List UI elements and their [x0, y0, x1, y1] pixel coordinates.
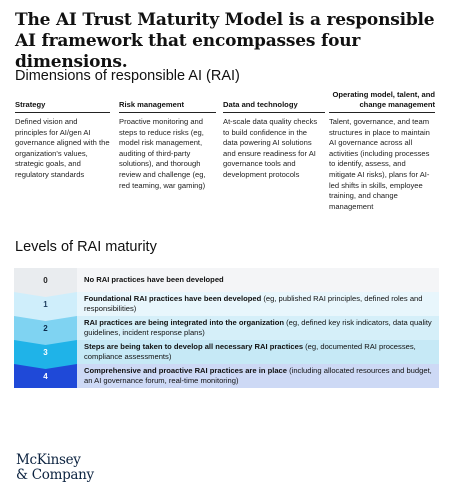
- level-number-block: 2: [14, 316, 77, 340]
- dimension-name: Risk management: [119, 100, 184, 109]
- level-description: [84, 318, 434, 338]
- dimension-description: Defined vision and principles for AI/gen AI governance aligned with the organization's values, strategic goals, and regulatory standards: [15, 117, 110, 179]
- level-detail: (eg, defined key risk indicators, data quality guidelines, incident response plans): [84, 318, 432, 337]
- level-title: RAI practices are being integrated into the organization: [84, 318, 284, 327]
- level-detail: (eg, published RAI principles, defined roles and responsibilities): [84, 294, 423, 313]
- logo-line-2: & Company: [16, 467, 94, 483]
- divider: [15, 112, 110, 113]
- maturity-level-4: [14, 364, 439, 388]
- divider: [119, 112, 216, 113]
- mckinsey-logo: [16, 453, 94, 483]
- dimension-name: Operating model, talent, and change management: [332, 90, 435, 109]
- divider: [329, 112, 435, 113]
- maturity-level-3: [14, 340, 439, 364]
- page-title: The AI Trust Maturity Model is a responsible AI framework that encompasses four dimensions.: [15, 10, 435, 72]
- level-number-block: 4: [14, 364, 77, 388]
- levels-heading: Levels of RAI maturity: [15, 239, 157, 255]
- level-number-block: 0: [14, 268, 77, 292]
- maturity-level-2: [14, 316, 439, 340]
- level-description: [84, 342, 434, 362]
- level-title: No RAI practices have been developed: [84, 275, 224, 284]
- level-title: Comprehensive and proactive RAI practices are in place: [84, 366, 287, 375]
- level-title: Steps are being taken to develop all necessary RAI practices: [84, 342, 304, 351]
- dimension-description: Proactive monitoring and steps to reduce risks (eg, model risk management, auditing of third-party solutions), and thorough review and challenge (eg, red teaming, war gaming): [119, 117, 206, 190]
- maturity-level-1: [14, 292, 439, 316]
- dimension-description: At-scale data quality checks to build confidence in the data powering AI solutions and ensure readiness for AI governance tools and development protocols: [223, 117, 318, 179]
- dimensions-heading: Dimensions of responsible AI (RAI): [15, 68, 240, 84]
- level-detail: (including allocated resources and budget, an AI governance forum, real-time monitoring): [84, 366, 432, 385]
- maturity-level-0: [14, 268, 439, 292]
- level-description: [84, 294, 434, 314]
- dimension-name: Strategy: [15, 100, 46, 109]
- level-description: [84, 275, 434, 285]
- level-title: Foundational RAI practices have been developed: [84, 294, 262, 303]
- level-number-block: 1: [14, 292, 77, 316]
- level-detail: (eg, documented RAI processes, compliance assessments): [84, 342, 416, 361]
- divider: [223, 112, 325, 113]
- level-description: [84, 366, 434, 386]
- dimension-name: Data and technology: [223, 100, 298, 109]
- logo-line-1: McKinsey: [16, 452, 81, 468]
- dimension-description: Talent, governance, and team structures in place to maintain AI governance across all activities (including processes to identify, assess, and mitigate AI risks), plans for AI-led shifts in skills, employee training, and change management: [329, 117, 430, 211]
- level-number-block: 3: [14, 340, 77, 364]
